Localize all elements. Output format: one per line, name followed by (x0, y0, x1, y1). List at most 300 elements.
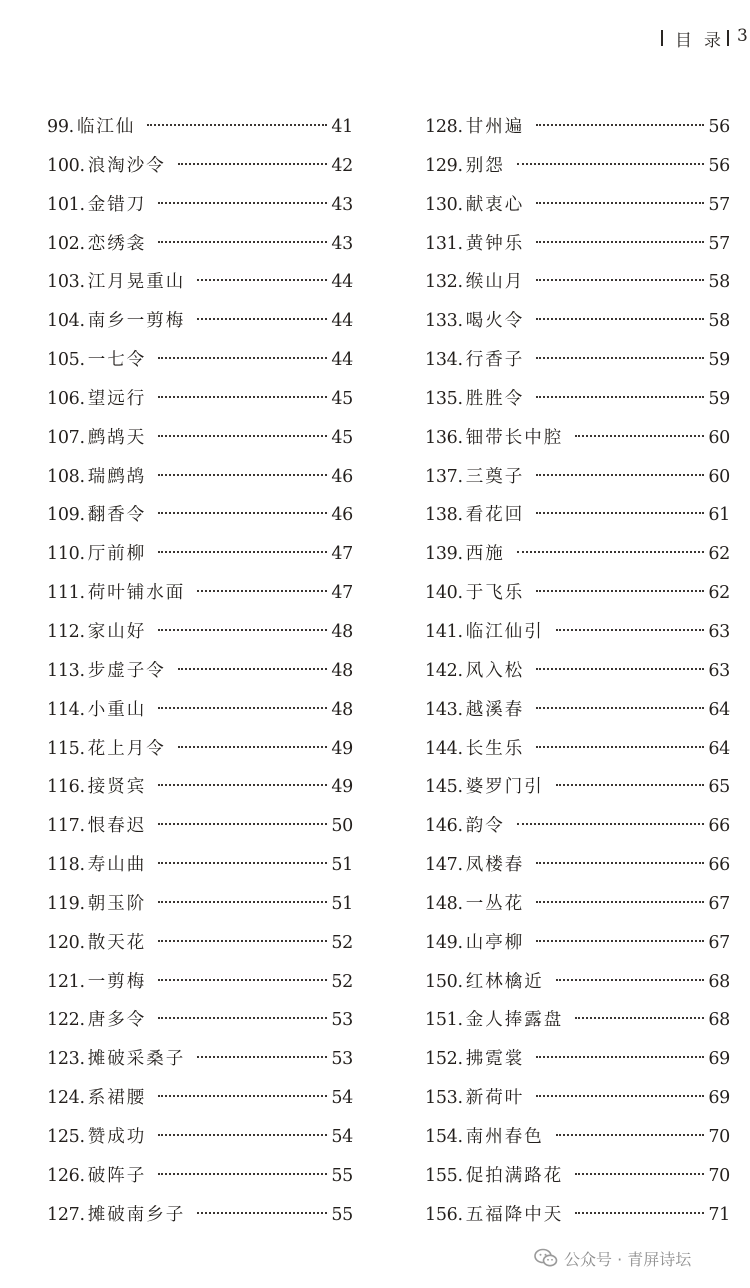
toc-entry-title: 花上月令 (87, 738, 166, 759)
toc-entry-page: 63 (708, 660, 730, 681)
toc-entry-number: 120. (47, 932, 85, 953)
toc-entry-page: 60 (708, 466, 730, 487)
dot-leader (197, 318, 327, 320)
wechat-icon (534, 1248, 558, 1268)
toc-entry-number: 115. (47, 738, 85, 759)
toc-entry-page: 44 (331, 350, 353, 371)
dot-leader (536, 862, 704, 864)
dot-leader (536, 590, 704, 592)
watermark (534, 1244, 691, 1272)
toc-entry-page: 52 (331, 932, 353, 953)
toc-entry-number: 140. (425, 583, 463, 604)
toc-entry-number: 135. (425, 388, 463, 409)
toc-entry-title: 步虚子令 (87, 660, 166, 681)
toc-entry (425, 1079, 730, 1118)
toc-right-column (425, 108, 730, 1234)
dot-leader (158, 901, 327, 903)
dot-leader (536, 901, 704, 903)
toc-entry-page: 54 (331, 1126, 353, 1147)
toc-entry-title: 钿带长中腔 (465, 427, 564, 448)
toc-entry-number: 139. (425, 544, 463, 565)
toc-entry-number: 121. (47, 971, 85, 992)
dot-leader (158, 202, 327, 204)
toc-entry-number: 128. (425, 117, 463, 137)
toc-entry (425, 768, 730, 807)
toc-entry (425, 225, 730, 264)
toc-entry-number: 144. (425, 738, 463, 759)
dot-leader (536, 512, 704, 514)
toc-entry-title: 恨春迟 (87, 816, 147, 837)
toc-entry (47, 108, 353, 147)
dot-leader (158, 1017, 327, 1019)
toc-entry-page: 43 (331, 233, 353, 254)
dot-leader (158, 474, 327, 476)
toc-entry-page: 67 (708, 893, 730, 914)
toc-entry-number: 119. (47, 893, 85, 914)
toc-entry-page: 55 (331, 1165, 353, 1186)
toc-entry-page: 46 (331, 505, 353, 526)
toc-entry-number: 155. (425, 1165, 463, 1186)
dot-leader (158, 707, 327, 709)
toc-entry (47, 846, 353, 885)
toc-entry-page: 68 (708, 971, 730, 992)
toc-entry-number: 143. (425, 699, 463, 720)
toc-entry-number: 105. (47, 350, 85, 371)
toc-entry-number: 149. (425, 932, 463, 953)
toc-entry (47, 730, 353, 769)
toc-entry (425, 458, 730, 497)
toc-entry (425, 652, 730, 691)
toc-entry-number: 151. (425, 1010, 463, 1031)
toc-entry (47, 225, 353, 264)
toc-entry-title: 韵令 (465, 816, 505, 837)
dot-leader (158, 1095, 327, 1097)
dot-leader (158, 862, 327, 864)
dot-leader (536, 124, 704, 126)
toc-entry-title: 缑山月 (465, 272, 525, 293)
dot-leader (197, 1056, 327, 1058)
dot-leader (536, 474, 704, 476)
toc-entry-title: 一丛花 (465, 893, 525, 914)
toc-entry-title: 鹧鸪天 (87, 427, 147, 448)
toc-entry-number: 116. (47, 777, 85, 798)
toc-entry-number: 129. (425, 155, 463, 176)
toc-entry-title: 山亭柳 (465, 932, 525, 953)
toc-entry-number: 154. (425, 1126, 463, 1147)
toc-entry (425, 496, 730, 535)
toc-entry-page: 54 (331, 1088, 353, 1109)
toc-entry (47, 1157, 353, 1196)
toc-entry-title: 瑞鹧鸪 (87, 466, 147, 487)
toc-entry (47, 263, 353, 302)
dot-leader (536, 746, 704, 748)
toc-entry-number: 117. (47, 816, 85, 837)
toc-entry-number: 133. (425, 311, 463, 332)
toc-entry-page: 61 (708, 505, 730, 526)
toc-entry (425, 1040, 730, 1079)
toc-entry-title: 荷叶铺水面 (87, 583, 186, 604)
toc-entry (47, 1196, 353, 1235)
dot-leader (158, 551, 327, 553)
toc-entry-page: 71 (708, 1204, 730, 1225)
toc-entry-title: 厅前柳 (87, 544, 147, 565)
toc-entry-title: 唐多令 (87, 1010, 147, 1031)
toc-entry-title: 临江仙 (76, 117, 136, 137)
dot-leader (536, 1095, 704, 1097)
toc-entry-title: 一七令 (87, 350, 147, 371)
toc-entry-title: 五福降中天 (465, 1204, 564, 1225)
toc-entry-title: 西施 (465, 544, 505, 565)
toc-entry-page: 48 (331, 621, 353, 642)
toc-entry-number: 111. (47, 583, 85, 604)
dot-leader (147, 124, 327, 126)
toc-entry-title: 散天花 (87, 932, 147, 953)
toc-entry-title: 系裙腰 (87, 1088, 147, 1109)
toc-entry-number: 122. (47, 1010, 85, 1031)
toc-entry-page: 58 (708, 272, 730, 293)
toc-entry-page: 69 (708, 1049, 730, 1070)
toc-entry-page: 55 (331, 1204, 353, 1225)
toc-entry-page: 70 (708, 1165, 730, 1186)
dot-leader (536, 1056, 704, 1058)
toc-entry-number: 147. (425, 855, 463, 876)
toc-entry (47, 691, 353, 730)
toc-entry-title: 恋绣衾 (87, 233, 147, 254)
toc-entry (47, 496, 353, 535)
toc-entry-title: 金人捧露盘 (465, 1010, 564, 1031)
dot-leader (536, 396, 704, 398)
toc-entry-number: 102. (47, 233, 85, 254)
dot-leader (158, 940, 327, 942)
toc-entry (425, 963, 730, 1002)
header-title-char-2: 录 (704, 31, 721, 51)
toc-entry-page: 45 (331, 388, 353, 409)
toc-entry-page: 48 (331, 660, 353, 681)
toc-entry-title: 小重山 (87, 699, 147, 720)
watermark-text: 公众号 · 青屏诗坛 (564, 1249, 692, 1269)
toc-entry-page: 56 (708, 117, 730, 137)
toc-entry (425, 147, 730, 186)
toc-entry-page: 42 (331, 155, 353, 176)
toc-entry (47, 963, 353, 1002)
toc-entry (425, 613, 730, 652)
toc-entry (47, 1040, 353, 1079)
toc-entry-title: 破阵子 (87, 1165, 147, 1186)
dot-leader (536, 668, 704, 670)
toc-entry (425, 263, 730, 302)
toc-entry-number: 110. (47, 544, 85, 565)
toc-entry-page: 65 (708, 777, 730, 798)
toc-entry (47, 186, 353, 225)
toc-entry-number: 148. (425, 893, 463, 914)
toc-entry-title: 临江仙引 (465, 621, 544, 642)
dot-leader (178, 163, 328, 165)
dot-leader (575, 1017, 704, 1019)
toc-entry-page: 45 (331, 427, 353, 448)
toc-entry (47, 768, 353, 807)
toc-entry-number: 114. (47, 699, 85, 720)
toc-entry-page: 53 (331, 1049, 353, 1070)
dot-leader (517, 823, 705, 825)
toc-entry (425, 730, 730, 769)
toc-entry-number: 112. (47, 621, 85, 642)
toc-entry-title: 浪淘沙令 (87, 155, 166, 176)
dot-leader (158, 823, 327, 825)
toc-entry-number: 150. (425, 971, 463, 992)
toc-entry-number: 108. (47, 466, 85, 487)
dot-leader (158, 357, 327, 359)
toc-entry-page: 66 (708, 855, 730, 876)
running-header (0, 26, 750, 52)
toc-entry (47, 574, 353, 613)
toc-entry (47, 1079, 353, 1118)
toc-entry-title: 行香子 (465, 350, 525, 371)
toc-entry (425, 108, 730, 147)
toc-entry-number: 141. (425, 621, 463, 642)
toc-entry-number: 100. (47, 155, 85, 176)
toc-entry-number: 153. (425, 1088, 463, 1109)
toc-entry-page: 49 (331, 738, 353, 759)
toc-entry (47, 1001, 353, 1040)
header-divider-left (661, 30, 663, 46)
toc-entry-number: 146. (425, 816, 463, 837)
dot-leader (158, 396, 327, 398)
toc-entry (425, 535, 730, 574)
toc-entry (47, 924, 353, 963)
toc-entry-title: 越溪春 (465, 699, 525, 720)
toc-entry-page: 49 (331, 777, 353, 798)
toc-entry (47, 380, 353, 419)
toc-entry-number: 152. (425, 1049, 463, 1070)
dot-leader (158, 629, 327, 631)
toc-entry-title: 江月晃重山 (87, 272, 186, 293)
toc-entry-title: 婆罗门引 (465, 777, 544, 798)
toc-entry-page: 48 (331, 699, 353, 720)
toc-entry-page: 44 (331, 272, 353, 293)
toc-entry (47, 341, 353, 380)
toc-entry-number: 125. (47, 1126, 85, 1147)
toc-entry-page: 56 (708, 155, 730, 176)
toc-entry-number: 130. (425, 194, 463, 215)
toc-entry-page: 51 (331, 893, 353, 914)
toc-entry (425, 691, 730, 730)
dot-leader (536, 707, 704, 709)
toc-entry-page: 46 (331, 466, 353, 487)
toc-entry (425, 419, 730, 458)
toc-entry-title: 于飞乐 (465, 583, 525, 604)
toc-entry-page: 53 (331, 1010, 353, 1031)
dot-leader (556, 629, 705, 631)
toc-entry-page: 51 (331, 855, 353, 876)
toc-entry-title: 家山好 (87, 621, 147, 642)
toc-entry (425, 186, 730, 225)
dot-leader (517, 551, 705, 553)
toc-entry-page: 69 (708, 1088, 730, 1109)
toc-entry-number: 134. (425, 350, 463, 371)
toc-entry-title: 喝火令 (465, 311, 525, 332)
toc-entry-title: 看花回 (465, 505, 525, 526)
toc-entry-page: 58 (708, 311, 730, 332)
toc-entry (47, 419, 353, 458)
toc-entry-title: 别怨 (465, 155, 505, 176)
toc-entry-number: 145. (425, 777, 463, 798)
toc-entry-number: 124. (47, 1088, 85, 1109)
toc-entry-number: 132. (425, 272, 463, 293)
toc-entry (425, 302, 730, 341)
toc-entry-title: 凤楼春 (465, 855, 525, 876)
toc-entry-title: 摊破南乡子 (87, 1204, 186, 1225)
toc-entry (47, 147, 353, 186)
toc-entry (425, 380, 730, 419)
toc-entry (425, 1196, 730, 1235)
toc-entry-title: 寿山曲 (87, 855, 147, 876)
toc-entry-page: 43 (331, 194, 353, 215)
toc-entry-page: 62 (708, 583, 730, 604)
toc-entry (47, 807, 353, 846)
toc-entry-page: 66 (708, 816, 730, 837)
toc-entry (47, 1118, 353, 1157)
dot-leader (158, 784, 327, 786)
toc-entry (47, 652, 353, 691)
toc-entry (425, 846, 730, 885)
toc-entry-page: 60 (708, 427, 730, 448)
dot-leader (158, 512, 327, 514)
toc-entry (425, 574, 730, 613)
toc-entry (425, 1118, 730, 1157)
dot-leader (536, 202, 704, 204)
toc-entry (425, 1157, 730, 1196)
toc-entry-page: 64 (708, 738, 730, 759)
toc-entry-title: 甘州遍 (465, 117, 525, 137)
toc-entry (47, 885, 353, 924)
toc-entry-title: 红林檎近 (465, 971, 544, 992)
toc-entry-number: 137. (425, 466, 463, 487)
toc-entry-title: 摊破采桑子 (87, 1049, 186, 1070)
toc-entry-number: 103. (47, 272, 85, 293)
toc-entry-title: 翻香令 (87, 505, 147, 526)
toc-entry-number: 101. (47, 194, 85, 215)
toc-entry-title: 一剪梅 (87, 971, 147, 992)
dot-leader (197, 279, 327, 281)
toc-entry-page: 57 (708, 233, 730, 254)
dot-leader (158, 435, 327, 437)
toc-entry (425, 924, 730, 963)
toc-entry (47, 535, 353, 574)
toc-entry-page: 50 (331, 816, 353, 837)
dot-leader (536, 279, 704, 281)
toc-entry-page: 59 (708, 350, 730, 371)
dot-leader (575, 1173, 704, 1175)
toc-entry-title: 新荷叶 (465, 1088, 525, 1109)
toc-entry-number: 136. (425, 427, 463, 448)
dot-leader (556, 979, 705, 981)
toc-entry-number: 104. (47, 311, 85, 332)
toc-entry-title: 赞成功 (87, 1126, 147, 1147)
dot-leader (197, 1212, 327, 1214)
dot-leader (178, 668, 328, 670)
dot-leader (536, 318, 704, 320)
header-divider-right (727, 30, 729, 46)
toc-entry-number: 138. (425, 505, 463, 526)
toc-entry-number: 109. (47, 505, 85, 526)
toc-entry-title: 接贤宾 (87, 777, 147, 798)
dot-leader (158, 1134, 327, 1136)
toc-entry-title: 长生乐 (465, 738, 525, 759)
toc-left-column (47, 108, 353, 1234)
toc-entry-page: 57 (708, 194, 730, 215)
toc-entry-title: 望远行 (87, 388, 147, 409)
toc-entry-page: 67 (708, 932, 730, 953)
toc-entry-number: 126. (47, 1165, 85, 1186)
toc-entry-number: 106. (47, 388, 85, 409)
toc-entry-title: 三奠子 (465, 466, 525, 487)
toc-entry-page: 63 (708, 621, 730, 642)
toc-entry-page: 68 (708, 1010, 730, 1031)
toc-entry (47, 613, 353, 652)
toc-entry-title: 风入松 (465, 660, 525, 681)
dot-leader (517, 163, 705, 165)
toc-entry-title: 朝玉阶 (87, 893, 147, 914)
toc-entry-page: 70 (708, 1126, 730, 1147)
toc-entry-number: 123. (47, 1049, 85, 1070)
toc-entry-number: 107. (47, 427, 85, 448)
toc-entry-number: 142. (425, 660, 463, 681)
dot-leader (178, 746, 328, 748)
toc-entry-page: 41 (331, 117, 353, 137)
dot-leader (158, 1173, 327, 1175)
toc-entry (425, 341, 730, 380)
dot-leader (197, 590, 327, 592)
toc-entry-number: 131. (425, 233, 463, 254)
dot-leader (536, 940, 704, 942)
dot-leader (158, 979, 327, 981)
toc-entry-page: 52 (331, 971, 353, 992)
toc-entry (425, 1001, 730, 1040)
toc-entry-number: 127. (47, 1204, 85, 1225)
toc-entry-page: 59 (708, 388, 730, 409)
toc-entry-title: 献衷心 (465, 194, 525, 215)
dot-leader (158, 241, 327, 243)
dot-leader (575, 435, 704, 437)
toc-entry-number: 118. (47, 855, 85, 876)
toc-entry (47, 302, 353, 341)
toc-entry-page: 62 (708, 544, 730, 565)
toc-entry-title: 金错刀 (87, 194, 147, 215)
toc-entry-number: 113. (47, 660, 85, 681)
toc-entry (425, 885, 730, 924)
toc-entry-number: 99. (47, 117, 74, 137)
toc-entry-title: 促拍满路花 (465, 1165, 564, 1186)
toc-entry-title: 胜胜令 (465, 388, 525, 409)
toc-entry (425, 807, 730, 846)
header-title-char-1: 目 (675, 31, 692, 51)
dot-leader (536, 357, 704, 359)
toc-entry-page: 44 (331, 311, 353, 332)
toc-entry-title: 南州春色 (465, 1126, 544, 1147)
toc-entry-page: 47 (331, 583, 353, 604)
toc-entry (47, 458, 353, 497)
toc-entry-title: 拂霓裳 (465, 1049, 525, 1070)
toc-entry-title: 南乡一剪梅 (87, 311, 186, 332)
header-page-number: 3 (737, 26, 748, 46)
dot-leader (575, 1212, 704, 1214)
toc-entry-title: 黄钟乐 (465, 233, 525, 254)
toc-entry-page: 47 (331, 544, 353, 565)
dot-leader (556, 1134, 705, 1136)
dot-leader (536, 241, 704, 243)
toc-entry-page: 64 (708, 699, 730, 720)
dot-leader (556, 784, 705, 786)
